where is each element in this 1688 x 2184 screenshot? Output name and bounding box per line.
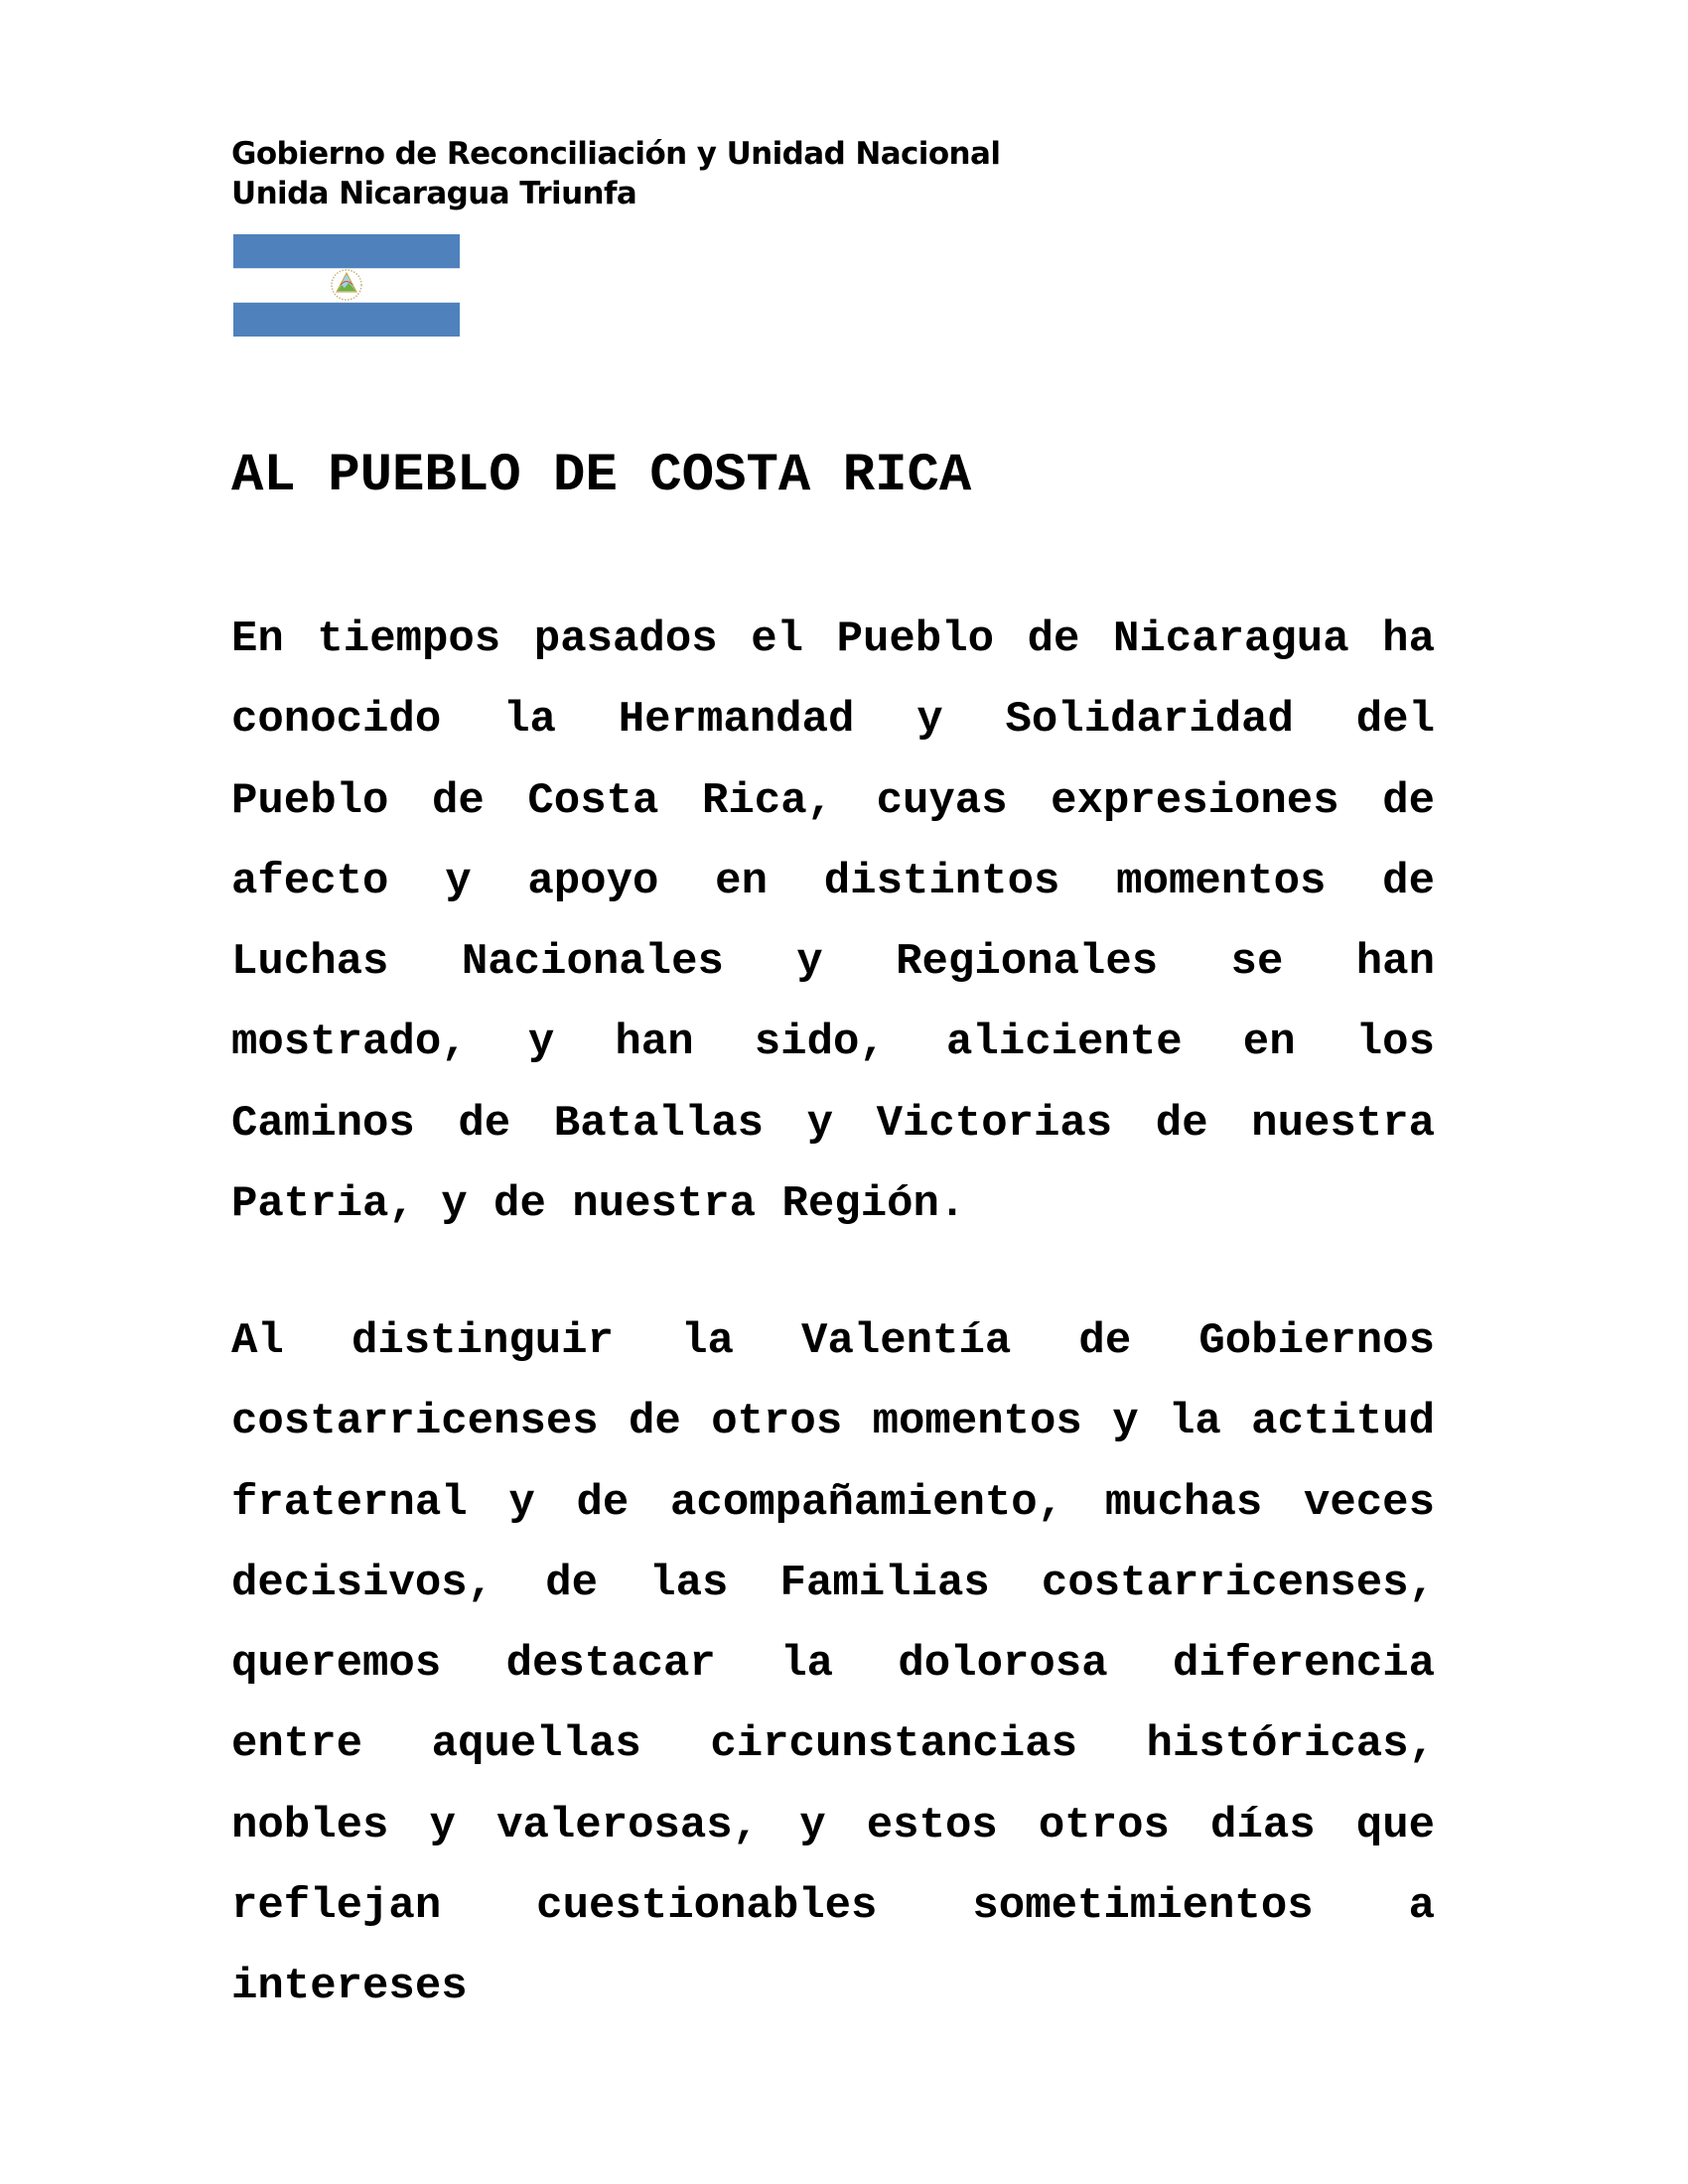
document-header xyxy=(231,134,1000,213)
nicaragua-flag-icon xyxy=(233,234,460,337)
header-slogan: Unida Nicaragua Triunfa xyxy=(231,176,637,211)
paragraph-2: Al distinguir la Valentía de Gobiernos costarricenses de otros momentos y la actitud fraternal y de acompañamiento, muchas veces decisivos, de las Familias costarricenses, queremos destacar la dolorosa diferencia entre aquellas circunstancias históricas, nobles y valerosas, y estos otros días que reflejan cuestionables sometimientos a intereses xyxy=(231,1316,1435,2012)
coat-of-arms-icon xyxy=(326,268,367,302)
header-government-name: Gobierno de Reconciliación y Unidad Nacional xyxy=(231,136,1001,172)
paragraph-1: En tiempos pasados el Pueblo de Nicaragua ha conocido la Hermandad y Solidaridad del Pueblo de Costa Rica, cuyas expresiones de afecto y apoyo en distintos momentos de Luchas Nacionales y Regionales se han mostrado, y han sido, aliciente en los Caminos de Batallas y Victorias de nuestra Patria, y de nuestra Región. xyxy=(231,614,1435,1230)
flag-middle-band xyxy=(233,268,460,302)
flag-bottom-band xyxy=(233,303,460,337)
flag-top-band xyxy=(233,234,460,268)
page-title: AL PUEBLO DE COSTA RICA xyxy=(231,446,972,506)
